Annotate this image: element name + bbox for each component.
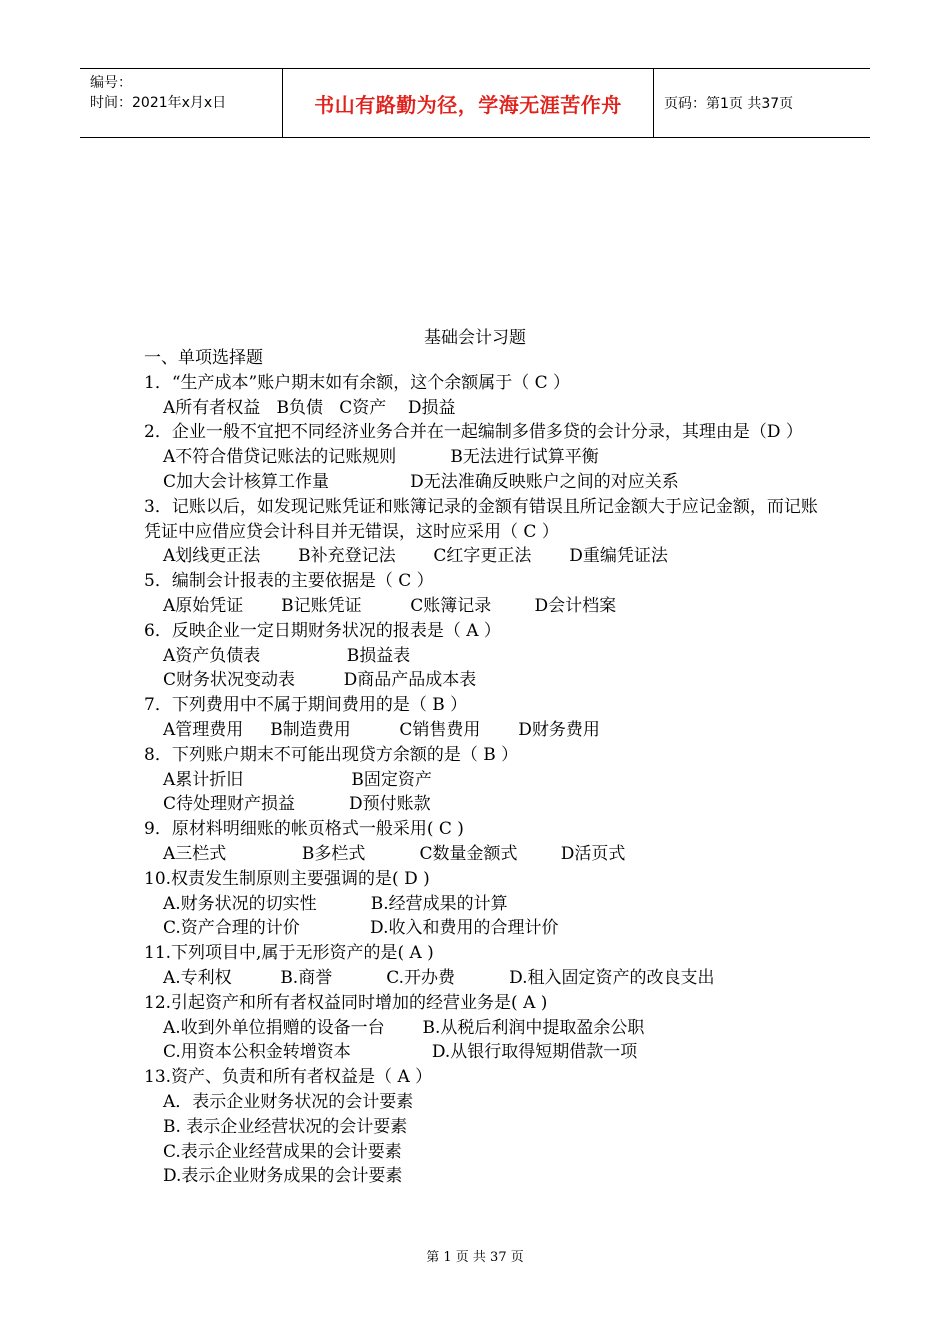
- question-item: [144, 693, 824, 743]
- answer-options: C.用资本公积金转增资本 D.从银行取得短期借款一项: [163, 1042, 638, 1063]
- document-title: 基础会计习题: [424, 328, 526, 348]
- question-text: 11.下列项目中,属于无形资产的是( A ): [144, 943, 434, 964]
- answer-options: A资产负债表 B损益表: [163, 645, 411, 666]
- question-item: [144, 941, 824, 991]
- question-item: [144, 867, 824, 941]
- answer-options: B. 表示企业经营状况的会计要素: [163, 1116, 408, 1137]
- answer-options: A.收到外单位捐赠的设备一台 B.从税后利润中提取盈余公职: [163, 1017, 645, 1038]
- question-text: 10.权责发生制原则主要强调的是( D ): [144, 868, 430, 889]
- answer-options: C财务状况变动表 D商品产品成本表: [163, 670, 477, 691]
- header-meta: [80, 69, 283, 137]
- answer-options: A.财务状况的切实性 B.经营成果的计算: [163, 893, 508, 914]
- question-item: [144, 991, 824, 1065]
- question-item: [144, 495, 824, 569]
- header-page-info: 页码：第1页 共37页: [664, 96, 794, 112]
- question-text: 3．记账以后，如发现记账凭证和账簿记录的金额有错误且所记金额大于应记金额，而记账凭证中应借应贷会计科目并无错误，这时应采用（ C ）: [144, 496, 818, 542]
- answer-options: A三栏式 B多栏式 C数量金额式 D活页式: [163, 843, 626, 864]
- question-text: 8．下列账户期末不可能出现贷方余额的是（ B ）: [144, 744, 519, 765]
- question-item: [144, 619, 824, 693]
- section-heading: 一、单项选择题: [144, 348, 263, 368]
- questions-container: [144, 371, 824, 1189]
- question-text: 13.资产、负责和所有者权益是（ A ）: [144, 1067, 433, 1088]
- answer-options: A划线更正法 B补充登记法 C红字更正法 D重编凭证法: [163, 546, 668, 567]
- answer-options: A所有者权益 B负债 C资产 D损益: [163, 397, 456, 418]
- page-header: [80, 68, 870, 138]
- question-item: [144, 817, 824, 867]
- question-text: 12.引起资产和所有者权益同时增加的经营业务是( A ): [144, 992, 548, 1013]
- answer-options: C加大会计核算工作量 D无法准确反映账户之间的对应关系: [163, 471, 679, 492]
- question-item: [144, 743, 824, 817]
- question-item: [144, 569, 824, 619]
- question-text: 2．企业一般不宜把不同经济业务合并在一起编制多借多贷的会计分录，其理由是（D ）: [144, 422, 803, 443]
- answer-options: A累计折旧 B固定资产: [163, 769, 432, 790]
- question-text: 6．反映企业一定日期财务状况的报表是（ A ）: [144, 620, 501, 641]
- document-number-label: 编号：: [90, 75, 132, 91]
- header-motto: 书山有路勤为径，学海无涯苦作舟: [283, 69, 654, 137]
- question-text: 9．原材料明细账的帐页格式一般采用( C ): [144, 819, 464, 840]
- answer-options: C.资产合理的计价 D.收入和费用的合理计价: [163, 918, 559, 939]
- answer-options: A.专利权 B.商誉 C.开办费 D.租入固定资产的改良支出: [163, 967, 715, 988]
- answer-options: A．表示企业财务状况的会计要素: [163, 1091, 414, 1112]
- answer-options: C待处理财产损益 D预付账款: [163, 794, 431, 815]
- question-item: [144, 371, 824, 421]
- question-item: [144, 1065, 824, 1189]
- answer-options: A管理费用 B制造费用 C销售费用 D财务费用: [163, 719, 600, 740]
- question-text: 7．下列费用中不属于期间费用的是（ B ）: [144, 695, 468, 716]
- document-date: 时间：2021年x月x日: [90, 95, 227, 111]
- page-footer: 第 1 页 共 37 页: [426, 1250, 524, 1265]
- question-text: 5．编制会计报表的主要依据是（ C ）: [144, 571, 434, 592]
- question-text: 1．“生产成本”账户期末如有余额，这个余额属于（ C ）: [144, 372, 571, 393]
- answer-options: D.表示企业财务成果的会计要素: [163, 1166, 403, 1187]
- question-list: [144, 346, 824, 1189]
- question-item: [144, 420, 824, 494]
- answer-options: A原始凭证 B记账凭证 C账簿记录 D会计档案: [163, 595, 617, 616]
- answer-options: A不符合借贷记账法的记账规则 B无法进行试算平衡: [163, 447, 599, 468]
- answer-options: C.表示企业经营成果的会计要素: [163, 1141, 402, 1162]
